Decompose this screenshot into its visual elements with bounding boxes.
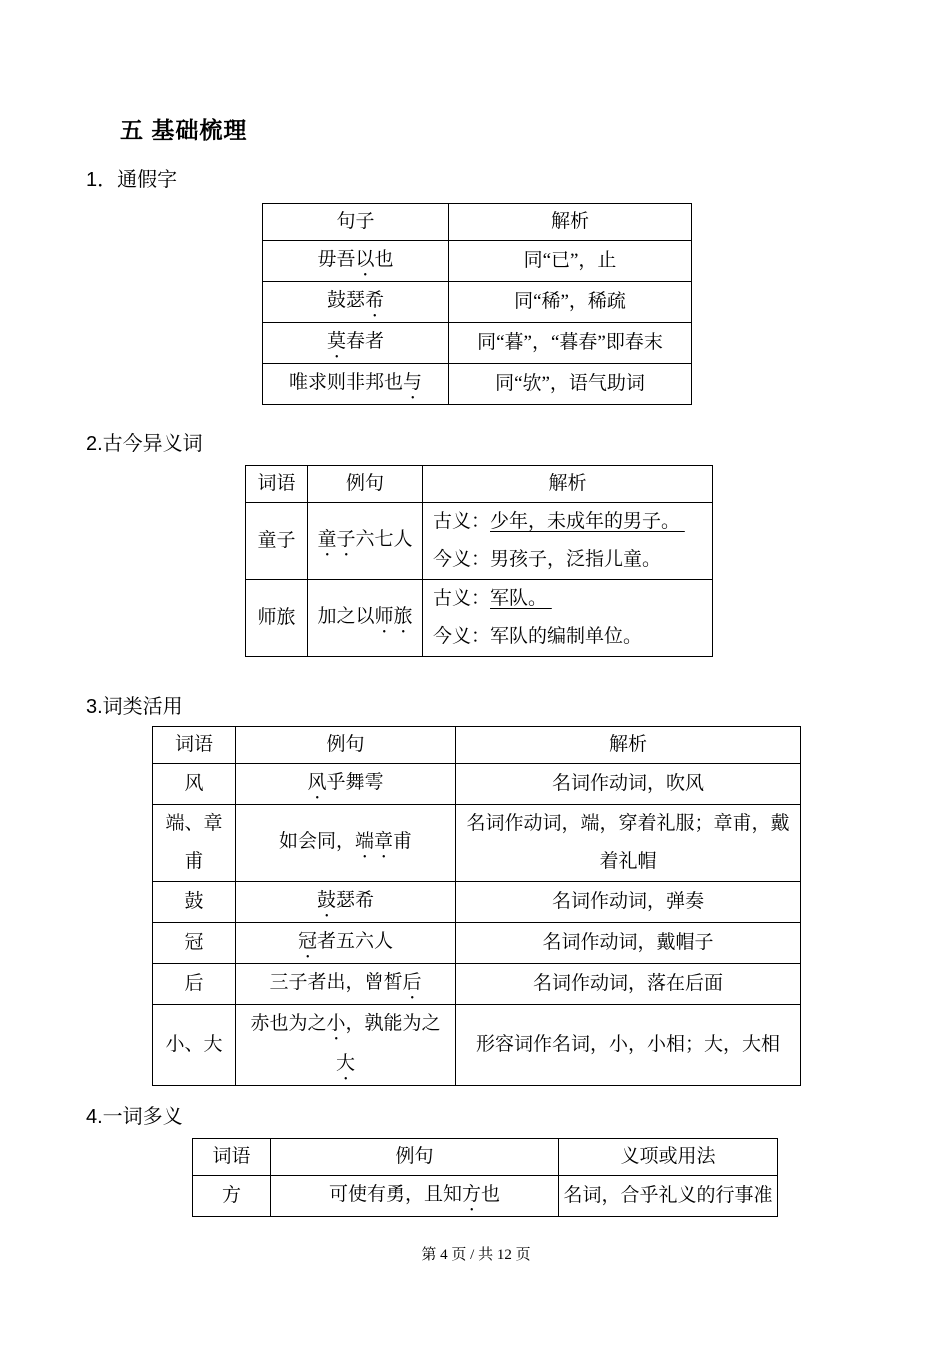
table-cell xyxy=(236,764,456,805)
text-run: 名词作动词，戴帽子 xyxy=(542,932,714,953)
table-cell xyxy=(308,580,423,657)
cell-line xyxy=(453,365,687,403)
text-run: 名词作动词，落在后面 xyxy=(532,973,723,994)
text-run: 师旅 xyxy=(257,607,296,628)
table-yici-duoyi xyxy=(192,1138,778,1217)
table-cell xyxy=(236,964,456,1005)
text-run: 着礼帽 xyxy=(599,851,657,872)
table-cell xyxy=(456,764,801,805)
text-run: 也 xyxy=(481,1184,501,1205)
text-run: 今义：男孩子，泛指儿童。 xyxy=(433,549,662,570)
cell-line xyxy=(157,965,231,1003)
text-run: 如会同， xyxy=(278,831,355,852)
table-cell xyxy=(153,1005,236,1086)
section-heading-tongjiazi: 1．通假字 xyxy=(86,169,178,191)
table-cell xyxy=(246,503,308,580)
table-cell xyxy=(449,282,692,323)
table-row xyxy=(153,805,801,882)
table-cell xyxy=(153,964,236,1005)
emphasis-dotted-text: 与 xyxy=(403,372,423,393)
cell-line xyxy=(563,1177,773,1215)
text-run: 童子 xyxy=(257,530,296,551)
text-run: 方 xyxy=(221,1185,241,1206)
cell-line xyxy=(275,1176,554,1216)
cell-line xyxy=(157,924,231,962)
text-run: 风 xyxy=(184,773,204,794)
cell-line xyxy=(240,964,451,1004)
table-cell xyxy=(193,1176,271,1217)
text-run: 同“稀”，稀疏 xyxy=(514,291,626,312)
cell-line xyxy=(267,364,444,404)
text-run: 可使有勇，且知 xyxy=(328,1184,462,1205)
table-cell xyxy=(456,882,801,923)
table-row xyxy=(153,764,801,805)
text-run: 名词作动词，端，穿着礼服；章甫，戴 xyxy=(466,813,790,834)
emphasis-dotted-text: 端章 xyxy=(354,831,393,852)
emphasis-dotted-text: 大 xyxy=(335,1053,355,1074)
table-tongjiazi xyxy=(262,203,692,405)
table-row xyxy=(246,503,713,580)
table-row xyxy=(263,282,692,323)
table-cell xyxy=(308,503,423,580)
table-row xyxy=(246,580,713,657)
table-row xyxy=(263,241,692,282)
table-cell xyxy=(449,323,692,364)
header-row xyxy=(153,727,801,764)
table-row xyxy=(153,923,801,964)
column-header: 句子 xyxy=(263,204,449,241)
cell-line xyxy=(267,282,444,322)
table-cell xyxy=(456,805,801,882)
cell-line xyxy=(460,843,796,881)
text-run: 瑟希 xyxy=(336,890,375,911)
emphasis-dotted-text: 希 xyxy=(365,290,385,311)
text-run: 冠 xyxy=(184,932,204,953)
cell-line xyxy=(453,242,687,280)
column-header: 解析 xyxy=(423,466,713,503)
table-cell xyxy=(263,323,449,364)
text-run: 鼓 xyxy=(184,891,204,912)
text-run: 赤也为之 xyxy=(250,1013,327,1034)
text-run: 加之以 xyxy=(317,606,375,627)
table-cell xyxy=(246,580,308,657)
emphasis-dotted-text: 后 xyxy=(402,972,422,993)
emphasis-dotted-text: 方 xyxy=(461,1184,481,1205)
table-cell xyxy=(236,1005,456,1086)
text-run: 同“暮”，“暮春”即春末 xyxy=(477,332,663,353)
cell-line xyxy=(250,599,303,637)
text-run: 毋吾 xyxy=(317,249,356,270)
text-run: 鼓瑟 xyxy=(326,290,365,311)
text-run: 春者 xyxy=(346,331,385,352)
table-cell xyxy=(153,882,236,923)
cell-line xyxy=(453,324,687,362)
emphasis-dotted-text: 以 xyxy=(355,249,375,270)
table-cell xyxy=(153,805,236,882)
text-run: 古义： xyxy=(433,588,491,609)
text-run: 唯求则非邦也 xyxy=(288,372,403,393)
table-row xyxy=(153,964,801,1005)
table-cell xyxy=(423,503,713,580)
text-run: 后 xyxy=(184,973,204,994)
cell-line xyxy=(240,764,451,804)
section-heading-gujin-yiyi: 2.古今异义词 xyxy=(86,433,203,455)
underlined-text: 少年，未成年的男子。 xyxy=(490,511,685,532)
table-row xyxy=(263,364,692,405)
text-run: 古义： xyxy=(433,511,491,532)
text-run: 今义：军队的编制单位。 xyxy=(433,626,643,647)
column-header: 解析 xyxy=(449,204,692,241)
cell-line xyxy=(460,1026,796,1064)
section-heading-cilei-huoyong: 3.词类活用 xyxy=(86,696,183,718)
text-run: 小、大 xyxy=(165,1034,223,1055)
cell-line xyxy=(433,580,708,618)
table-cell xyxy=(456,964,801,1005)
cell-line xyxy=(240,1045,451,1085)
cell-line xyxy=(460,805,796,843)
header-row xyxy=(246,466,713,503)
table-gujin-yiyi xyxy=(245,465,713,657)
table-cell xyxy=(456,1005,801,1086)
emphasis-dotted-text: 师旅 xyxy=(374,606,413,627)
cell-line xyxy=(157,765,231,803)
cell-line xyxy=(460,924,796,962)
text-run: 同“已”，止 xyxy=(523,250,617,271)
cell-line xyxy=(240,823,451,863)
table-row xyxy=(193,1176,778,1217)
column-header: 解析 xyxy=(456,727,801,764)
emphasis-dotted-text: 风 xyxy=(307,772,327,793)
header-row xyxy=(193,1139,778,1176)
cell-line xyxy=(250,522,303,560)
text-run: 三子者出，曾皙 xyxy=(269,972,403,993)
page-number: 第 4 页 / 共 12 页 xyxy=(421,1247,531,1263)
table-cell xyxy=(449,241,692,282)
table-cell xyxy=(559,1176,778,1217)
cell-line xyxy=(460,883,796,921)
emphasis-dotted-text: 小 xyxy=(326,1013,346,1034)
table-row xyxy=(153,1005,801,1086)
cell-line xyxy=(312,598,418,638)
cell-line xyxy=(157,883,231,921)
section-heading-yici-duoyi: 4.一词多义 xyxy=(86,1106,183,1128)
table-cell xyxy=(153,764,236,805)
text-run: 乎舞雩 xyxy=(326,772,384,793)
emphasis-dotted-text: 莫 xyxy=(326,331,346,352)
text-run: 名词作动词，弹奏 xyxy=(551,891,704,912)
page-title: 五 基础梳理 xyxy=(120,117,248,143)
underlined-text: 军队。 xyxy=(490,588,552,609)
header-row xyxy=(263,204,692,241)
cell-line xyxy=(433,503,708,541)
cell-line xyxy=(267,241,444,281)
emphasis-dotted-text: 童子 xyxy=(317,529,356,550)
text-run: 形容词作名词，小，小相；大，大相 xyxy=(475,1034,780,1055)
table-cell xyxy=(263,241,449,282)
cell-line xyxy=(157,805,231,881)
text-run: 同“欤”，语气助词 xyxy=(495,373,645,394)
cell-line xyxy=(433,618,708,656)
emphasis-dotted-text: 鼓 xyxy=(316,890,336,911)
cell-line xyxy=(197,1177,266,1215)
text-run: 者五六人 xyxy=(317,931,394,952)
table-cilei-huoyong xyxy=(152,726,801,1086)
emphasis-dotted-text: 冠 xyxy=(297,931,317,952)
cell-line xyxy=(240,1005,451,1045)
column-header: 词语 xyxy=(153,727,236,764)
text-run: 也 xyxy=(374,249,394,270)
text-run: 名词，合乎礼义的行事准 xyxy=(563,1185,773,1206)
table-cell xyxy=(236,805,456,882)
text-run: 端、章甫 xyxy=(165,813,223,872)
text-run: 甫 xyxy=(393,831,413,852)
column-header: 词语 xyxy=(246,466,308,503)
cell-line xyxy=(240,882,451,922)
cell-line xyxy=(267,323,444,363)
cell-line xyxy=(460,765,796,803)
cell-line xyxy=(460,965,796,1003)
table-cell xyxy=(236,923,456,964)
table-cell xyxy=(263,282,449,323)
table-row xyxy=(263,323,692,364)
cell-line xyxy=(240,923,451,963)
text-run: 名词作动词，吹风 xyxy=(551,773,704,794)
text-run: ，孰能为之 xyxy=(345,1013,441,1034)
cell-line xyxy=(453,283,687,321)
table-cell xyxy=(423,580,713,657)
text-run: 六七人 xyxy=(355,529,413,550)
column-header: 词语 xyxy=(193,1139,271,1176)
cell-line xyxy=(433,541,708,579)
table-cell xyxy=(236,882,456,923)
column-header: 例句 xyxy=(236,727,456,764)
column-header: 例句 xyxy=(308,466,423,503)
table-cell xyxy=(449,364,692,405)
table-cell xyxy=(456,923,801,964)
table-row xyxy=(153,882,801,923)
table-cell xyxy=(271,1176,559,1217)
table-cell xyxy=(263,364,449,405)
cell-line xyxy=(157,1026,231,1064)
table-cell xyxy=(153,923,236,964)
column-header: 例句 xyxy=(271,1139,559,1176)
column-header: 义项或用法 xyxy=(559,1139,778,1176)
cell-line xyxy=(312,521,418,561)
